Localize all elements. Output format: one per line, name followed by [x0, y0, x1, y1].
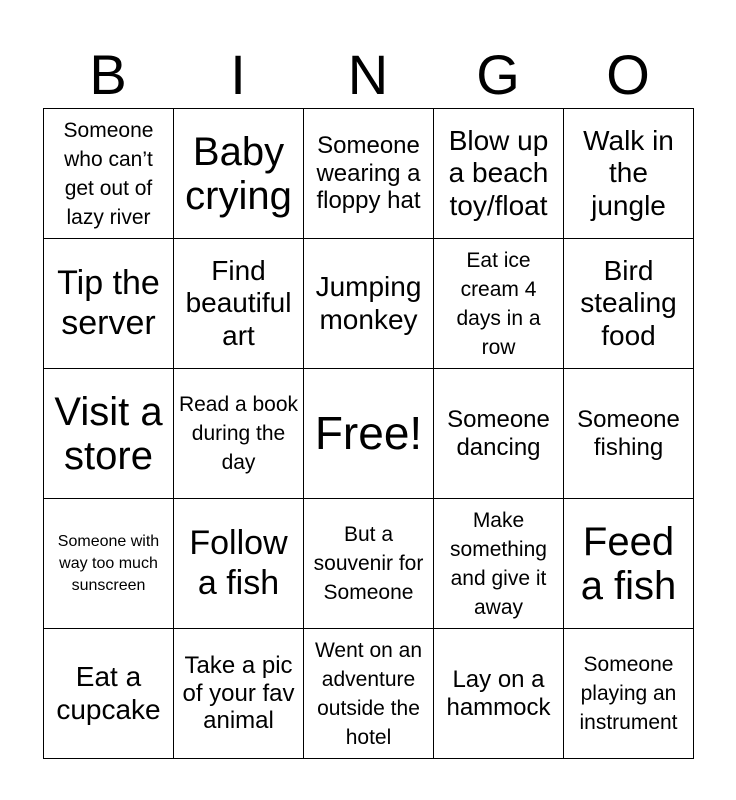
bingo-cell[interactable]: But a souvenir for Someone: [304, 499, 434, 629]
bingo-cell[interactable]: Blow up a beach toy/float: [434, 109, 564, 239]
bingo-cell[interactable]: Follow a fish: [174, 499, 304, 629]
bingo-cell[interactable]: Someone dancing: [434, 369, 564, 499]
header-letter-o: O: [606, 43, 650, 106]
bingo-cell[interactable]: Baby crying: [174, 109, 304, 239]
bingo-board: [43, 108, 694, 759]
bingo-cell[interactable]: Read a book during the day: [174, 369, 304, 499]
header-letter-i: I: [230, 43, 246, 106]
bingo-cell[interactable]: Lay on a hammock: [434, 629, 564, 759]
board-row: [44, 499, 694, 629]
board-row: [44, 629, 694, 759]
bingo-cell[interactable]: Walk in the jungle: [564, 109, 694, 239]
board-row: [44, 239, 694, 369]
bingo-cell[interactable]: Bird stealing food: [564, 239, 694, 369]
bingo-cell[interactable]: Eat ice cream 4 days in a row: [434, 239, 564, 369]
bingo-cell[interactable]: Someone who can’t get out of lazy river: [44, 109, 174, 239]
board-row: [44, 109, 694, 239]
bingo-cell[interactable]: Eat a cupcake: [44, 629, 174, 759]
bingo-cell[interactable]: Someone wearing a floppy hat: [304, 109, 434, 239]
bingo-cell[interactable]: Someone with way too much sunscreen: [44, 499, 174, 629]
bingo-cell[interactable]: Tip the server: [44, 239, 174, 369]
bingo-header: [43, 44, 693, 106]
bingo-cell[interactable]: Someone playing an instrument: [564, 629, 694, 759]
bingo-cell[interactable]: Take a pic of your fav animal: [174, 629, 304, 759]
free-cell[interactable]: Free!: [304, 369, 434, 499]
board-row: [44, 369, 694, 499]
bingo-cell[interactable]: Someone fishing: [564, 369, 694, 499]
bingo-cell[interactable]: Make something and give it away: [434, 499, 564, 629]
bingo-cell[interactable]: Visit a store: [44, 369, 174, 499]
bingo-cell[interactable]: Jumping monkey: [304, 239, 434, 369]
header-letter-n: N: [347, 43, 389, 106]
header-letter-g: G: [476, 43, 520, 106]
bingo-cell[interactable]: Feed a fish: [564, 499, 694, 629]
bingo-cell[interactable]: Find beautiful art: [174, 239, 304, 369]
bingo-cell[interactable]: Went on an adventure outside the hotel: [304, 629, 434, 759]
header-letter-b: B: [89, 43, 127, 106]
